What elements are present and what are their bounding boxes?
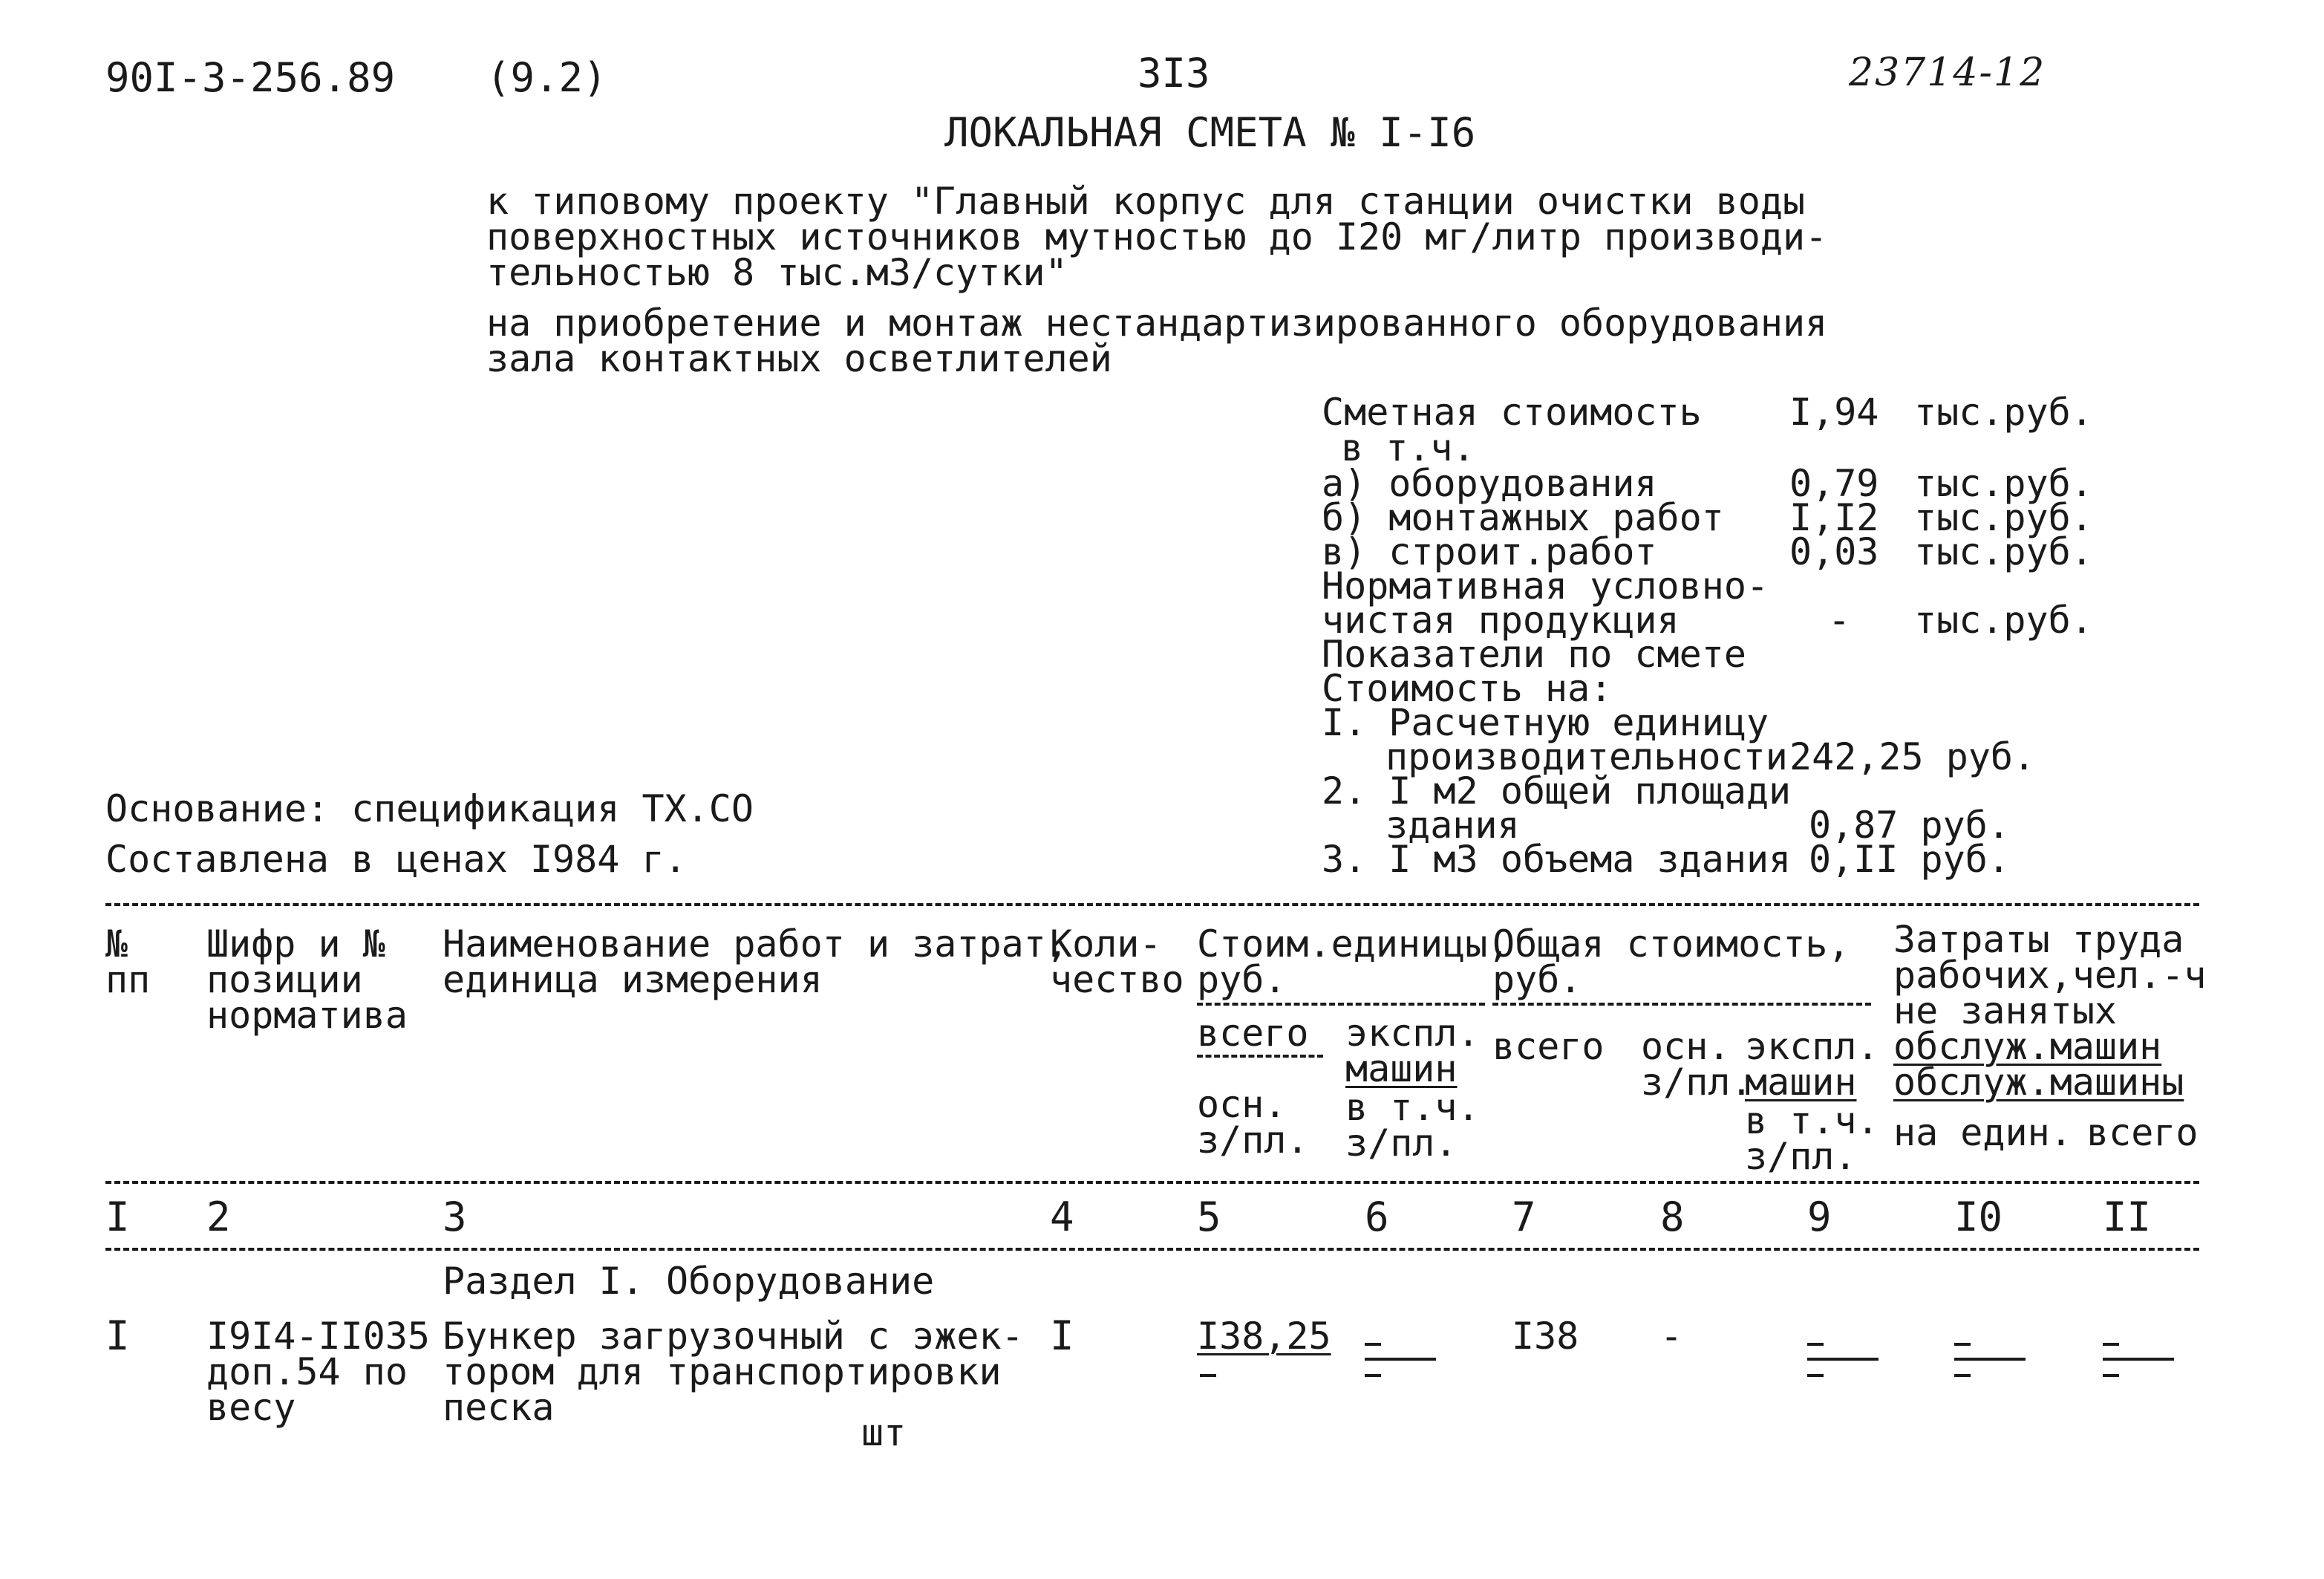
header-name-2: единица измерения: [443, 958, 823, 1001]
header-col11: всего: [2086, 1111, 2199, 1154]
header-col8-2: з/пл.: [1641, 1061, 1753, 1104]
row-name: Бункер загрузочный с эжек-: [443, 1315, 1024, 1358]
header-rule-7-9: [1492, 1003, 1871, 1006]
dash-mark: [1954, 1343, 1971, 1346]
page-number: 3I3: [1137, 50, 1210, 97]
summary-cost-on: Стоимость на:: [1322, 667, 1613, 710]
summary-indicator-3-value: 0,II руб.: [1809, 838, 2010, 881]
row-name-2: тором для транспортировки: [443, 1350, 1002, 1393]
dash-mark: [1365, 1343, 1381, 1346]
header-col5-wage: осн.: [1197, 1083, 1287, 1126]
dash-mark: [1200, 1374, 1216, 1377]
header-total-cost: Общая стоимость,: [1492, 922, 1850, 966]
row-no: I: [105, 1312, 130, 1359]
header-total-cost-2: руб.: [1492, 958, 1582, 1001]
header-unit-cost-2: руб.: [1197, 958, 1287, 1001]
subtitle-line-2: поверхностных источников мутностью до I20 мг/литр производи-: [486, 215, 1828, 258]
header-unit-cost: Стоим.единицы,: [1197, 922, 1510, 966]
summary-norm-unit: тыс.руб.: [1914, 599, 2093, 642]
summary-equipment-value: 0,79: [1789, 462, 1879, 505]
subtitle-line-4: на приобретение и монтаж нестандартизированного оборудования: [486, 302, 1828, 345]
col-number: 4: [1050, 1194, 1074, 1240]
row-base-wage: -: [1660, 1315, 1683, 1358]
dash-mark: [2103, 1343, 2119, 1346]
header-code-3: норматива: [206, 994, 408, 1037]
header-code: Шифр и №: [206, 922, 385, 966]
summary-construction-value: 0,03: [1789, 530, 1879, 573]
summary-norm-value: -: [1828, 599, 1851, 642]
header-qty: Коли-: [1050, 922, 1162, 966]
header-no: №: [105, 922, 128, 966]
header-col7: всего: [1492, 1025, 1605, 1068]
header-no-2: пп: [105, 958, 151, 1001]
summary-norm-line-2: чистая продукция: [1322, 599, 1680, 642]
row-qty: I: [1050, 1312, 1074, 1359]
col-number: 6: [1365, 1194, 1389, 1240]
header-name: Наименование работ и затрат,: [443, 922, 1068, 966]
summary-total-label: Сметная стоимость: [1322, 391, 1702, 434]
summary-indicator-3: 3. I м3 объема здания: [1322, 838, 1792, 881]
col-number: 7: [1512, 1194, 1536, 1240]
inventory-number: 23714-12: [1849, 51, 2046, 95]
section-heading: Раздел I. Оборудование: [443, 1260, 935, 1303]
subtitle-line-5: зала контактных осветлителей: [486, 337, 1112, 380]
summary-construction-label: в) строит.работ: [1322, 530, 1657, 573]
header-col6-3: в т.ч.: [1345, 1086, 1480, 1129]
header-col5-wage-2: з/пл.: [1197, 1119, 1309, 1162]
summary-indicator-2-value: 0,87 руб.: [1809, 804, 2010, 847]
document-code: 90I-3-256.89: [105, 54, 396, 101]
summary-incl: в т.ч.: [1341, 426, 1475, 469]
dash-mark: [1954, 1358, 2026, 1361]
header-labor: Затраты труда: [1893, 918, 2184, 961]
col-number: 8: [1660, 1194, 1685, 1240]
header-col9-3: в т.ч.: [1745, 1099, 1879, 1142]
subtitle-line-3: тельностью 8 тыс.м3/сутки": [486, 251, 1068, 294]
summary-total-unit: тыс.руб.: [1914, 391, 2093, 434]
summary-indicator-2a: 2. I м2 общей площади: [1322, 769, 1792, 813]
header-labor-2: рабочих,чел.-ч: [1893, 954, 2207, 997]
dash-mark: [2103, 1374, 2119, 1377]
header-col8: осн.: [1641, 1025, 1731, 1068]
col-number: 2: [206, 1194, 231, 1240]
dash-mark: [1807, 1374, 1824, 1377]
header-col6: экспл.: [1345, 1012, 1480, 1055]
price-level-text: Составлена в ценах I984 г.: [105, 838, 687, 881]
header-labor-3: не занятых: [1893, 989, 2118, 1032]
header-col6-2: машин: [1345, 1047, 1458, 1090]
col-number: I0: [1954, 1194, 2003, 1240]
row-total: I38: [1512, 1315, 1579, 1358]
row-unit-cost: I38,25: [1197, 1315, 1331, 1358]
col-number: II: [2103, 1194, 2152, 1240]
header-col10: на един.: [1893, 1111, 2072, 1154]
header-col9-2: машин: [1745, 1061, 1857, 1104]
table-top-rule: [105, 903, 2199, 906]
row-name-3: песка: [443, 1386, 555, 1429]
summary-equipment-label: а) оборудования: [1322, 462, 1657, 505]
summary-total-value: I,94: [1789, 391, 1879, 434]
document-title: ЛОКАЛЬНАЯ СМЕТА № I-I6: [944, 109, 1476, 156]
summary-norm-line-1: Нормативная условно-: [1322, 564, 1769, 608]
dash-mark: [1807, 1358, 1879, 1361]
subtitle-line-1: к типовому проекту "Главный корпус для станции очистки воды: [486, 180, 1806, 223]
header-qty-2: чество: [1050, 958, 1184, 1001]
header-code-2: позиции: [206, 958, 363, 1001]
summary-equipment-unit: тыс.руб.: [1914, 462, 2093, 505]
summary-indicator-2b: здания: [1385, 804, 1520, 847]
header-labor-5: обслуж.машины: [1893, 1061, 2184, 1104]
header-bottom-rule: [105, 1181, 2199, 1184]
dash-mark: [2103, 1358, 2174, 1361]
dash-mark: [1365, 1374, 1381, 1377]
summary-indicator-1a: I. Расчетную единицу: [1322, 701, 1769, 744]
col-number: 9: [1807, 1194, 1832, 1240]
header-labor-4: обслуж.машин: [1893, 1025, 2162, 1068]
row-unit: шт: [861, 1411, 907, 1454]
header-col9: экспл.: [1745, 1025, 1879, 1068]
header-rule-5: [1197, 1055, 1323, 1058]
row-code: I9I4-II035: [206, 1315, 431, 1358]
header-col6-4: з/пл.: [1345, 1121, 1458, 1165]
summary-installation-unit: тыс.руб.: [1914, 496, 2093, 539]
basis-text: Основание: спецификация ТХ.СО: [105, 787, 754, 830]
row-code-3: весу: [206, 1386, 296, 1429]
summary-indicator-1b: производительности: [1385, 735, 1788, 778]
row-code-2: доп.54 по: [206, 1350, 408, 1393]
summary-indicator-1-value: 242,25 руб.: [1789, 735, 2036, 778]
summary-construction-unit: тыс.руб.: [1914, 530, 2093, 573]
col-number: 3: [443, 1194, 467, 1240]
col-number: I: [105, 1194, 130, 1240]
header-col9-4: з/пл.: [1745, 1135, 1857, 1178]
summary-installation-label: б) монтажных работ: [1322, 496, 1724, 539]
col-number: 5: [1197, 1194, 1221, 1240]
dash-mark: [1365, 1358, 1436, 1361]
summary-indicators: Показатели по смете: [1322, 633, 1746, 676]
header-rule-5-6: [1197, 1003, 1485, 1006]
header-col5-total: всего: [1197, 1012, 1309, 1055]
summary-installation-value: I,I2: [1789, 496, 1879, 539]
album-number: (9.2): [486, 54, 607, 101]
dash-mark: [1807, 1343, 1824, 1346]
colnum-bottom-rule: [105, 1248, 2199, 1251]
dash-mark: [1954, 1374, 1971, 1377]
